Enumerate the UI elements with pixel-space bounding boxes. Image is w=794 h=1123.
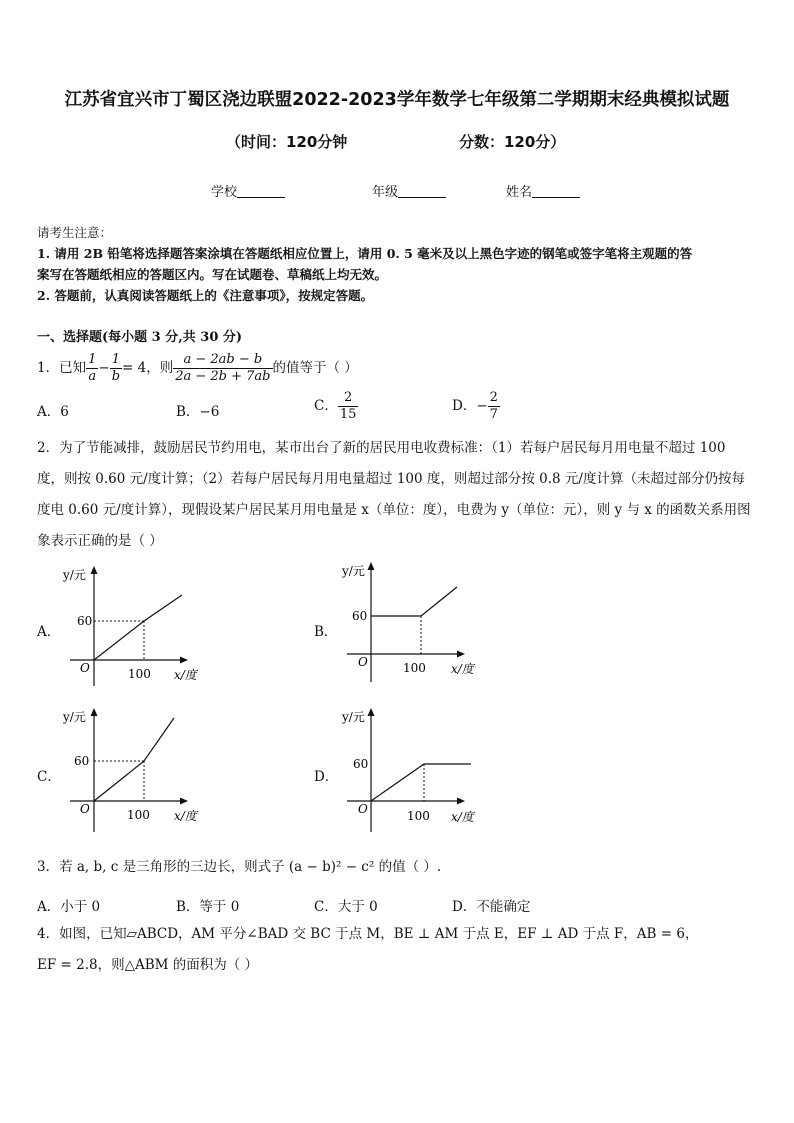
q2-graph-b — [337, 558, 487, 688]
x-axis-label: x/度 — [174, 668, 197, 682]
q1-frac-1a — [86, 352, 98, 385]
q1-option-a: A．6 — [37, 404, 69, 420]
function-line — [371, 764, 471, 801]
x-tick-label: 100 — [127, 808, 150, 822]
q1-option-d — [452, 390, 500, 423]
notice-line2: 2. 答题前，认真阅读答题纸上的《注意事项》，按规定答题。 — [37, 288, 374, 303]
q1-frac-1b-den: b — [111, 369, 121, 384]
q1-option-d-num: 2 — [489, 390, 498, 405]
grade-field — [372, 181, 446, 200]
q4-line2: EF = 2.8，则△ABM 的面积为（ ） — [37, 957, 259, 973]
origin-label: O — [80, 661, 90, 675]
school-label: 学校 — [211, 185, 238, 200]
q3-option-b: B．等于 0 — [176, 899, 240, 915]
q2-graph-a — [60, 562, 210, 692]
q3-option-d: D．不能确定 — [452, 899, 531, 915]
q2-line1: 2．为了节能减排，鼓励居民节约用电，某市出台了新的居民用电收费标准：（1）若每户居民每月用电量不超过 100 — [37, 440, 726, 456]
q2-option-c-label: C． — [37, 769, 61, 785]
x-tick-label: 100 — [403, 661, 426, 675]
q2-line4: 象表示正确的是（ ） — [37, 533, 163, 549]
y-tick-label: 60 — [74, 754, 90, 768]
y-tick-label: 60 — [352, 609, 368, 623]
question-3: 3．若 a, b, c 是三角形的三边长，则式子 (a − b)² − c² 的值（ ）. — [37, 859, 442, 875]
y-axis-arrow — [368, 562, 375, 570]
notice-heading: 请考生注意： — [37, 225, 113, 240]
y-axis-arrow — [91, 566, 98, 574]
origin-label: O — [358, 802, 368, 816]
grade-label: 年级 — [372, 185, 399, 200]
q1-prefix: 1．已知 — [37, 360, 87, 376]
x-axis-arrow — [457, 651, 465, 658]
y-axis-arrow — [368, 708, 375, 716]
exam-score: 分数：120分） — [459, 133, 566, 151]
x-axis-arrow — [180, 657, 188, 664]
y-tick-label: 60 — [353, 757, 369, 771]
q2-option-a-label: A． — [37, 624, 61, 640]
q1-option-c-label: C． — [314, 398, 338, 414]
q1-option-c-num: 2 — [338, 390, 359, 407]
y-axis-label: y/元 — [342, 710, 365, 724]
q1-frac-1a-num: 1 — [88, 352, 97, 367]
question-1 — [37, 352, 358, 385]
grade-blank — [398, 185, 446, 198]
q3-option-c: C．大于 0 — [314, 899, 378, 915]
q2-option-d-label: D． — [314, 769, 339, 785]
notice-line1b: 案写在答题纸相应的答题区内。写在试题卷、草稿纸上均无效。 — [37, 267, 388, 282]
origin-label: O — [358, 655, 368, 669]
q1-minus: − — [98, 360, 110, 376]
function-line — [94, 595, 182, 660]
y-axis-arrow — [91, 708, 98, 716]
q2-option-b-label: B． — [314, 624, 338, 640]
q2-graph-c — [60, 704, 210, 834]
q1-option-b: B．−6 — [176, 404, 220, 420]
y-axis-label: y/元 — [63, 568, 86, 582]
q1-option-c-den: 15 — [339, 407, 357, 422]
q1-option-c — [314, 390, 358, 423]
q1-frac-expr-den: 2a − 2b + 7ab — [175, 369, 271, 384]
section-heading: 一、选择题(每小题 3 分,共 30 分) — [37, 330, 243, 345]
school-field — [211, 181, 285, 200]
name-blank — [532, 185, 580, 198]
exam-time: （时间：120分钟 — [226, 133, 348, 151]
function-line — [94, 718, 174, 801]
x-axis-label: x/度 — [451, 662, 474, 676]
page-title: 江苏省宜兴市丁蜀区浇边联盟2022-2023学年数学七年级第二学期期末经典模拟试题 — [64, 90, 730, 110]
q1-suffix: 的值等于（ ） — [272, 360, 358, 376]
q1-option-d-frac — [488, 390, 500, 423]
q1-option-d-den: 7 — [489, 407, 498, 422]
name-field — [506, 181, 580, 200]
y-axis-label: y/元 — [63, 710, 86, 724]
q4-line1: 4．如图，已知▱ABCD，AM 平分∠BAD 交 BC 于点 M，BE ⊥ AM 于点 E，EF ⊥ AD 于点 F，AB = 6， — [37, 926, 699, 942]
y-tick-label: 60 — [77, 614, 93, 628]
q1-frac-expr-num: a − 2ab − b — [173, 352, 272, 369]
x-axis-arrow — [180, 798, 188, 805]
q1-option-c-frac — [338, 390, 359, 423]
x-tick-label: 100 — [128, 667, 151, 681]
q1-eq: = 4，则 — [122, 360, 174, 376]
x-tick-label: 100 — [407, 809, 430, 823]
notice-line1: 1. 请用 2B 铅笔将选择题答案涂填在答题纸相应位置上，请用 0. 5 毫米及以上黑色字迹的钢笔或签字笔将主观题的答 — [37, 246, 693, 261]
q2-line3: 度电 0.60 元/度计算），现假设某户居民某月用电量是 x（单位：度），电费为 y（单位：元），则 y 与 x 的函数关系用图 — [37, 502, 751, 518]
y-axis-label: y/元 — [342, 564, 365, 578]
q3-option-a: A．小于 0 — [37, 899, 101, 915]
q1-frac-expr — [173, 352, 272, 385]
q2-graph-d — [337, 704, 487, 834]
school-blank — [237, 185, 285, 198]
origin-label: O — [80, 802, 90, 816]
q1-option-d-label: D．− — [452, 398, 488, 414]
q1-frac-1b — [110, 352, 122, 385]
x-axis-label: x/度 — [174, 809, 197, 823]
x-axis-label: x/度 — [451, 810, 474, 824]
q1-frac-1b-num: 1 — [110, 352, 122, 369]
x-axis-arrow — [457, 798, 465, 805]
q2-line2: 度，则按 0.60 元/度计算；（2）若每户居民每月用电量超过 100 度，则超过部分按 0.8 元/度计算（未超过部分仍按每 — [37, 471, 745, 487]
q1-frac-1a-den: a — [88, 369, 97, 384]
function-line — [371, 587, 457, 616]
name-label: 姓名 — [506, 185, 533, 200]
